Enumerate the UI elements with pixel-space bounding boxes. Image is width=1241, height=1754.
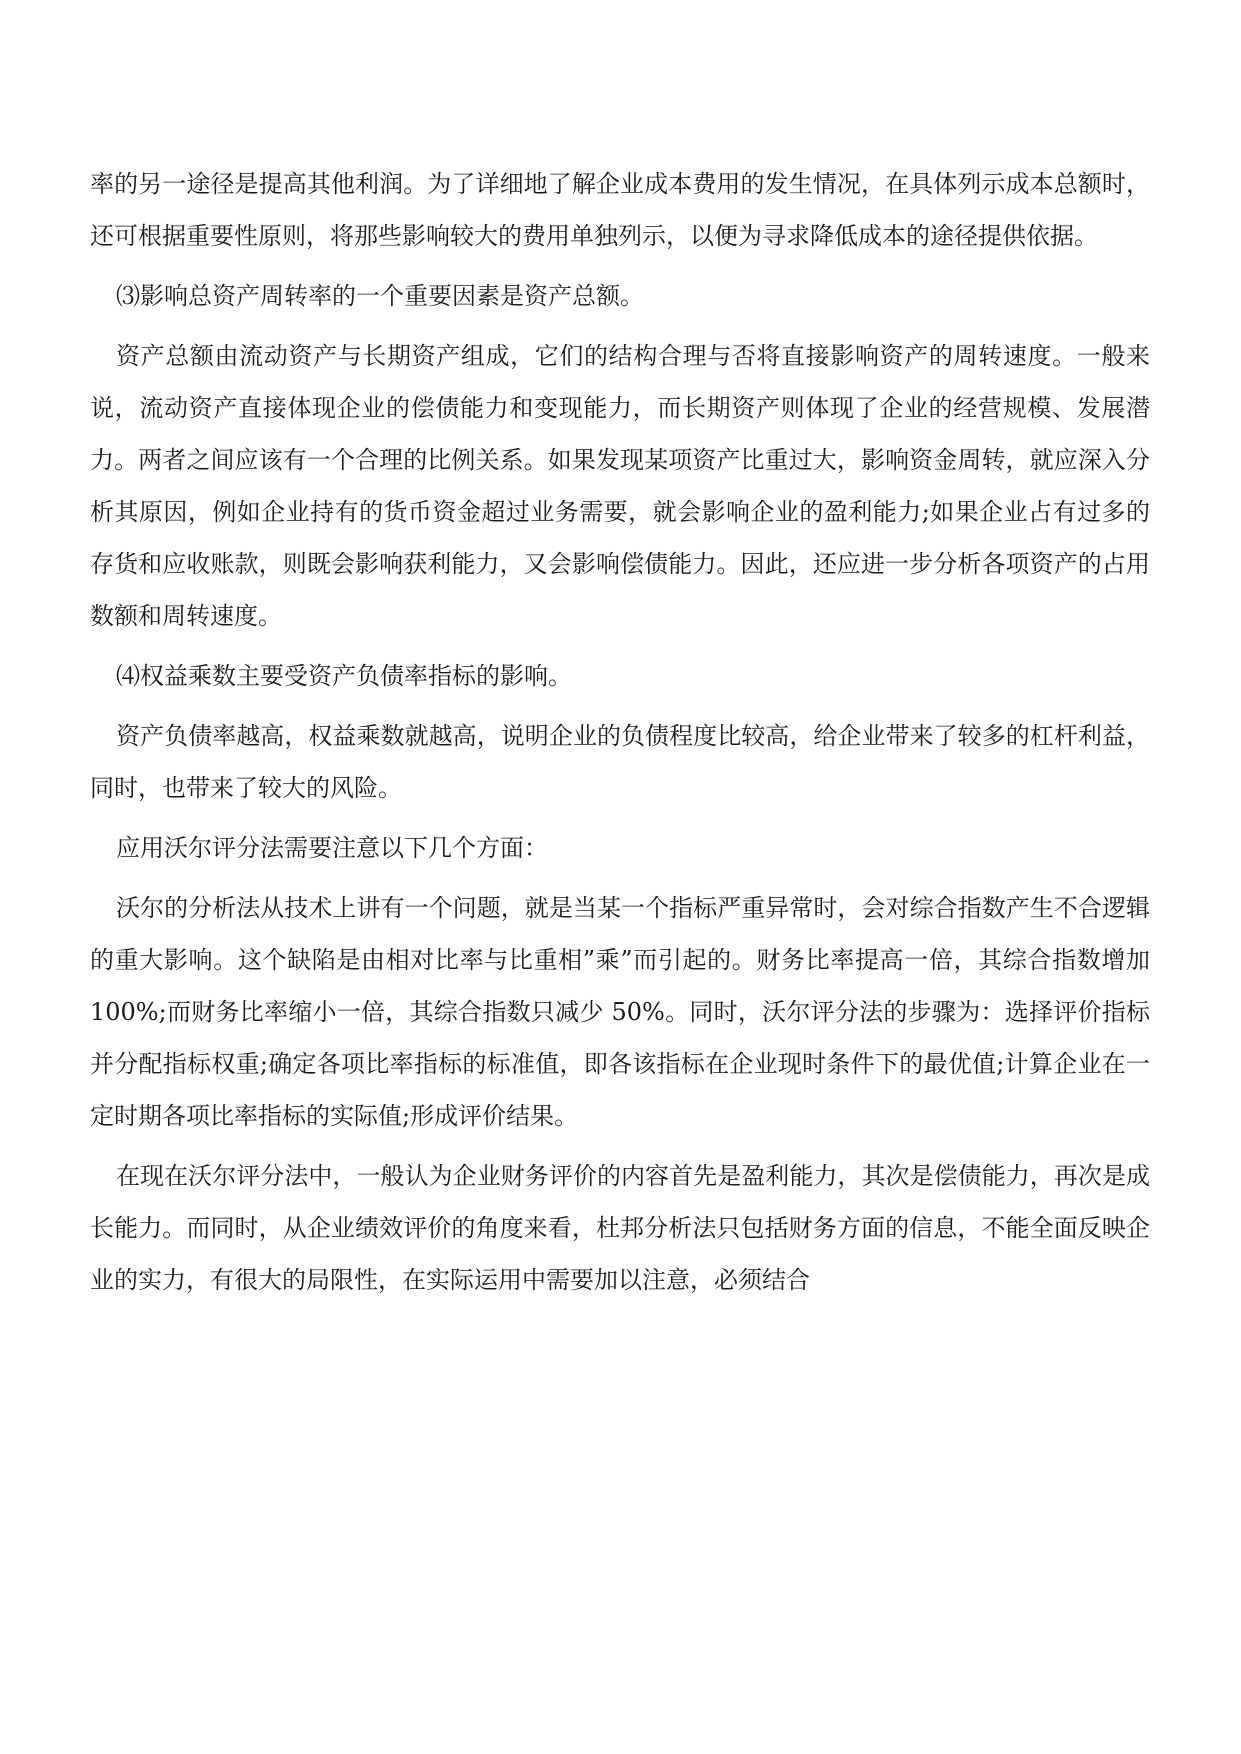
paragraph-1: 率的另一途径是提高其他利润。为了详细地了解企业成本费用的发生情况，在具体列示成本总额时，还可根据重要性原则，将那些影响较大的费用单独列示，以便为寻求降低成本的途径提供依据。 [90,170,1150,250]
paragraph-4: ⑷权益乘数主要受资产负债率指标的影响。 [116,662,572,690]
paragraph-2: ⑶影响总资产周转率的一个重要因素是资产总额。 [116,282,644,310]
paragraph-5: 资产负债率越高，权益乘数就越高，说明企业的负债程度比较高，给企业带来了较多的杠杆利益，同时，也带来了较大的风险。 [90,722,1150,802]
paragraph-6: 应用沃尔评分法需要注意以下几个方面： [116,834,548,862]
paragraph-7: 沃尔的分析法从技术上讲有一个问题，就是当某一个指标严重异常时，会对综合指数产生不合逻辑的重大影响。这个缺陷是由相对比率与比重相”乘”而引起的。财务比率提高一倍，其综合指数增加 100%;而财务比率缩小一倍，其综合指数只减少 50%。同时，沃尔评分法的步骤为：选择评价指标并分配指标权重;确定各项比率指标的标准值，即各该指标在企业现时条件下的最优值;计算企业在一定时期各项比率指标的实际值;形成评价结果。 [90,894,1150,1130]
paragraph-3: 资产总额由流动资产与长期资产组成，它们的结构合理与否将直接影响资产的周转速度。一般来说，流动资产直接体现企业的偿债能力和变现能力，而长期资产则体现了企业的经营规模、发展潜力。两者之间应该有一个合理的比例关系。如果发现某项资产比重过大，影响资金周转，就应深入分析其原因，例如企业持有的货币资金超过业务需要，就会影响企业的盈利能力;如果企业占有过多的存货和应收账款，则既会影响获利能力，又会影响偿债能力。因此，还应进一步分析各项资产的占用数额和周转速度。 [90,342,1150,630]
document-page [90,158,1150,1314]
paragraph-8: 在现在沃尔评分法中，一般认为企业财务评价的内容首先是盈利能力，其次是偿债能力，再次是成长能力。而同时，从企业绩效评价的角度来看，杜邦分析法只包括财务方面的信息，不能全面反映企业的实力，有很大的局限性，在实际运用中需要加以注意，必须结合 [90,1162,1150,1294]
